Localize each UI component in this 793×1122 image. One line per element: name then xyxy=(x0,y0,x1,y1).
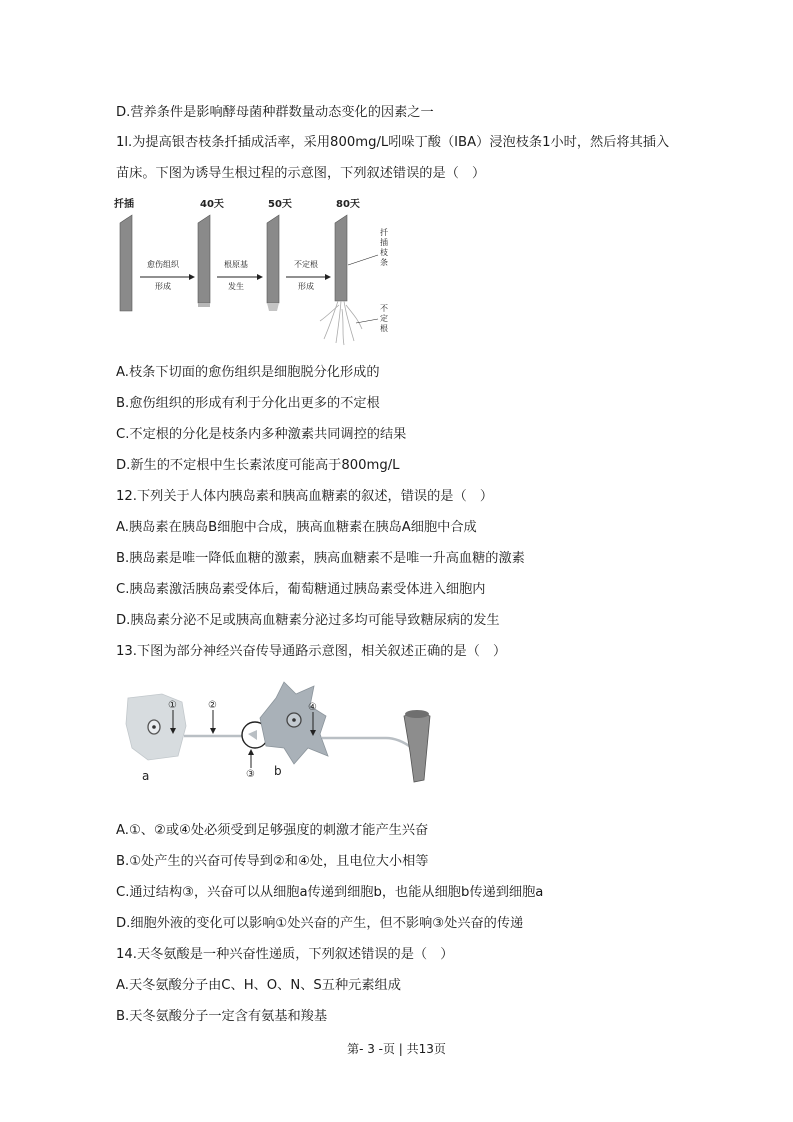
stem-day80 xyxy=(335,215,347,301)
arrow-callus-label1: 愈伤组织 xyxy=(147,260,179,269)
label-stem-4: 条 xyxy=(380,258,388,267)
label-root-3: 根 xyxy=(380,324,388,333)
q11-option-b: B.愈伤组织的形成有利于分化出更多的不定根 xyxy=(116,396,380,411)
mark-4: ④ xyxy=(308,702,317,713)
q13-option-b: B.①处产生的兴奋可传导到②和④处，且电位大小相等 xyxy=(116,854,429,869)
label-stem-3: 枝 xyxy=(380,248,388,257)
q12-option-a: A.胰岛素在胰岛B细胞中合成，胰高血糖素在胰岛A细胞中合成 xyxy=(116,520,477,535)
q13-option-d: D.细胞外液的变化可以影响①处兴奋的产生，但不影响③处兴奋的传递 xyxy=(116,916,524,931)
stage-label-40d: 40天 xyxy=(200,199,224,210)
q14-option-a: A.天冬氨酸分子由C、H、O、N、S五种元素组成 xyxy=(116,978,401,993)
label-root-2: 定 xyxy=(380,314,388,323)
stem-day0 xyxy=(120,215,132,311)
q14-option-b: B.天冬氨酸分子一定含有氨基和羧基 xyxy=(116,1009,328,1024)
q12-option-c: C.胰岛素激活胰岛素受体后，葡萄糖通过胰岛素受体进入细胞内 xyxy=(116,582,486,597)
root-primordia-day50 xyxy=(267,303,279,311)
label-stem-1: 扦 xyxy=(380,228,388,237)
label-stem-2: 插 xyxy=(380,238,388,247)
cell-b-label: b xyxy=(274,764,282,778)
q12-option-d: D.胰岛素分泌不足或胰高血糖素分泌过多均可能导致糖尿病的发生 xyxy=(116,613,500,628)
stem-day50 xyxy=(267,215,279,303)
mark-1: ① xyxy=(168,700,177,711)
effector-muscle xyxy=(404,712,430,782)
label-line-root xyxy=(356,319,378,323)
q12-stem: 12.下列关于人体内胰岛素和胰高血糖素的叙述，错误的是（ ） xyxy=(116,489,494,504)
mark-2: ② xyxy=(208,700,217,711)
arrow-primordia-label1: 根原基 xyxy=(224,260,248,269)
page-footer: 第- 3 -页 | 共13页 xyxy=(347,1042,446,1056)
axon-b xyxy=(322,738,412,748)
stem-day40 xyxy=(198,215,210,303)
q11-stem-line2: 苗床。下图为诱导生根过程的示意图，下列叙述错误的是（ ） xyxy=(116,166,486,181)
q13-stem: 13.下图为部分神经兴奋传导通路示意图，相关叙述正确的是（ ） xyxy=(116,644,507,659)
arrow-roots-label1: 不定根 xyxy=(294,260,318,269)
arrow-primordia-label2: 发生 xyxy=(228,282,244,291)
q11-option-a: A.枝条下切面的愈伤组织是细胞脱分化形成的 xyxy=(116,365,380,380)
stage-label-cutting: 扦插 xyxy=(114,199,134,210)
neural-pathway-figure xyxy=(124,676,446,796)
rooting-process-figure xyxy=(110,193,410,348)
label-line-stem xyxy=(348,255,378,265)
cell-a-label: a xyxy=(142,769,150,783)
label-root-1: 不 xyxy=(380,304,388,313)
q14-stem: 14.天冬氨酸是一种兴奋性递质，下列叙述错误的是（ ） xyxy=(116,947,454,962)
arrow-callus-label2: 形成 xyxy=(155,282,171,291)
q11-stem-line1: 1l.为提高银杏枝条扦插成活率，采用800mg/L吲哚丁酸（IBA）浸泡枝条1小时，然后将其插入 xyxy=(116,135,670,150)
stage-label-80d: 80天 xyxy=(336,199,360,210)
q13-option-c: C.通过结构③，兴奋可以从细胞a传递到细胞b，也能从细胞b传递到细胞a xyxy=(116,885,544,900)
q11-option-d: D.新生的不定根中生长素浓度可能高于800mg/L xyxy=(116,458,400,473)
stage-label-50d: 50天 xyxy=(268,199,292,210)
callus-day40 xyxy=(198,303,210,307)
q12-option-b: B.胰岛素是唯一降低血糖的激素，胰高血糖素不是唯一升高血糖的激素 xyxy=(116,551,525,566)
q10-option-d: D.营养条件是影响酵母菌种群数量动态变化的因素之一 xyxy=(116,105,434,120)
q11-option-c: C.不定根的分化是枝条内多种激素共同调控的结果 xyxy=(116,427,407,442)
arrow-roots-label2: 形成 xyxy=(298,282,314,291)
mark-3: ③ xyxy=(246,769,255,780)
adventitious-roots xyxy=(320,301,362,345)
q13-option-a: A.①、②或④处必须受到足够强度的刺激才能产生兴奋 xyxy=(116,823,429,838)
